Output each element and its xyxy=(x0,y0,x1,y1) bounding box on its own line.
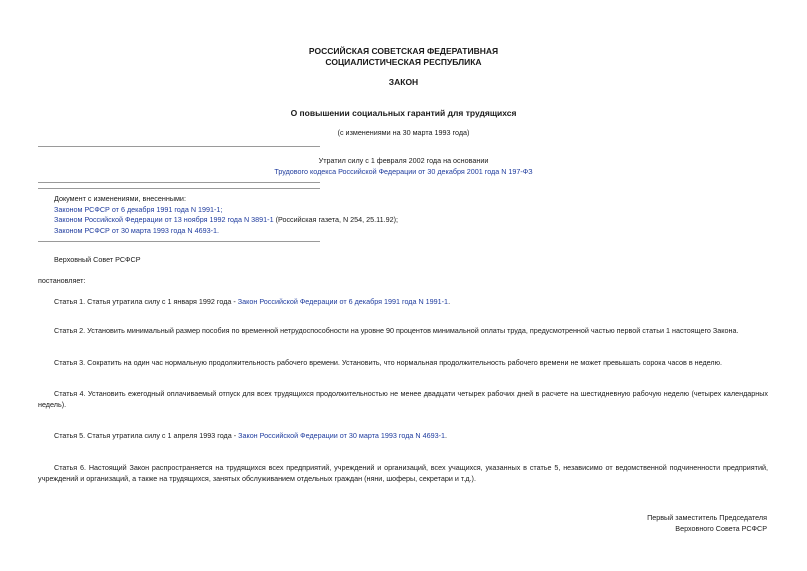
amendment-link-2[interactable]: Законом Российской Федерации от 13 ноября 1992 года N 3891-1 xyxy=(54,215,274,224)
amendments-intro: Документ с изменениями, внесенными: xyxy=(54,194,186,203)
article-2: Статья 2. Установить минимальный размер пособия по временной нетрудоспособности на уровне 90 процентов минимальной оплаты труда, предусмотренной частью первой статьи 1 настоящего Закона. xyxy=(54,326,739,335)
article-1 xyxy=(54,297,450,306)
amendment-link-1[interactable]: Законом РСФСР от 6 декабря 1991 года N 1991-1; xyxy=(54,205,223,214)
amendment-item-2 xyxy=(54,215,398,224)
article-3: Статья 3. Сократить на один час нормальную продолжительность рабочего времени. Установить, что нормальная продолжительность рабочего времени не может превышать сорока часов в неделю. xyxy=(54,358,722,367)
state-name-line2: СОЦИАЛИСТИЧЕСКАЯ РЕСПУБЛИКА xyxy=(325,57,482,67)
page-title: О повышении социальных гарантий для трудящихся xyxy=(290,108,517,118)
article-1-link[interactable]: Закон Российской Федерации от 6 декабря 1991 года N 1991-1 xyxy=(237,297,449,306)
resolves-word: постановляет: xyxy=(38,276,86,285)
divider xyxy=(38,146,320,147)
article-1-end: . xyxy=(448,297,451,306)
council-name: Верховный Совет РСФСР xyxy=(54,255,141,264)
divider xyxy=(38,241,320,242)
article-4: Статья 4. Установить ежегодный оплачиваемый отпуск для всех трудящихся продолжительностью не менее двадцати четырех рабочих дней в расчете на шестидневную рабочую неделю (четырех календарных недель). xyxy=(38,389,768,409)
amended-note: (с изменениями на 30 марта 1993 года) xyxy=(337,128,470,137)
lapse-text: Утратил силу с 1 февраля 2002 года на основании xyxy=(318,156,489,165)
article-5 xyxy=(54,431,447,440)
lapse-link[interactable]: Трудового кодекса Российской Федерации от 30 декабря 2001 года N 197-ФЗ xyxy=(274,167,533,176)
state-name-line1: РОССИЙСКАЯ СОВЕТСКАЯ ФЕДЕРАТИВНАЯ xyxy=(308,46,499,56)
amendment-link-3[interactable]: Законом РСФСР от 30 марта 1993 года N 4693-1. xyxy=(54,226,219,235)
article-1-text: Статья 1. Статья утратила силу с 1 января 1992 года - xyxy=(54,297,238,306)
article-6: Статья 6. Настоящий Закон распространяется на трудящихся всех предприятий, учреждений и организаций, всех учащихся, указанных в статье 5, независимо от ведомственной подчиненности предприятий, учреждений и организаций, а также на трудящихся, занятых обслуживанием отдельных граждан (няни, шоферы, секретари и т.д.). xyxy=(38,463,768,483)
divider xyxy=(38,182,320,183)
article-5-text: Статья 5. Статья утратила силу с 1 апреля 1993 года - xyxy=(54,431,239,440)
divider xyxy=(38,188,320,189)
article-5-end: . xyxy=(444,431,447,440)
amendment-item-2-source: (Российская газета, N 254, 25.11.92); xyxy=(273,215,399,224)
signature-line2: Верховного Совета РСФСР xyxy=(675,524,767,533)
doc-type: ЗАКОН xyxy=(388,77,419,87)
article-5-link[interactable]: Закон Российской Федерации от 30 марта 1993 года N 4693-1 xyxy=(238,431,445,440)
signature-line1: Первый заместитель Председателя xyxy=(647,513,767,522)
